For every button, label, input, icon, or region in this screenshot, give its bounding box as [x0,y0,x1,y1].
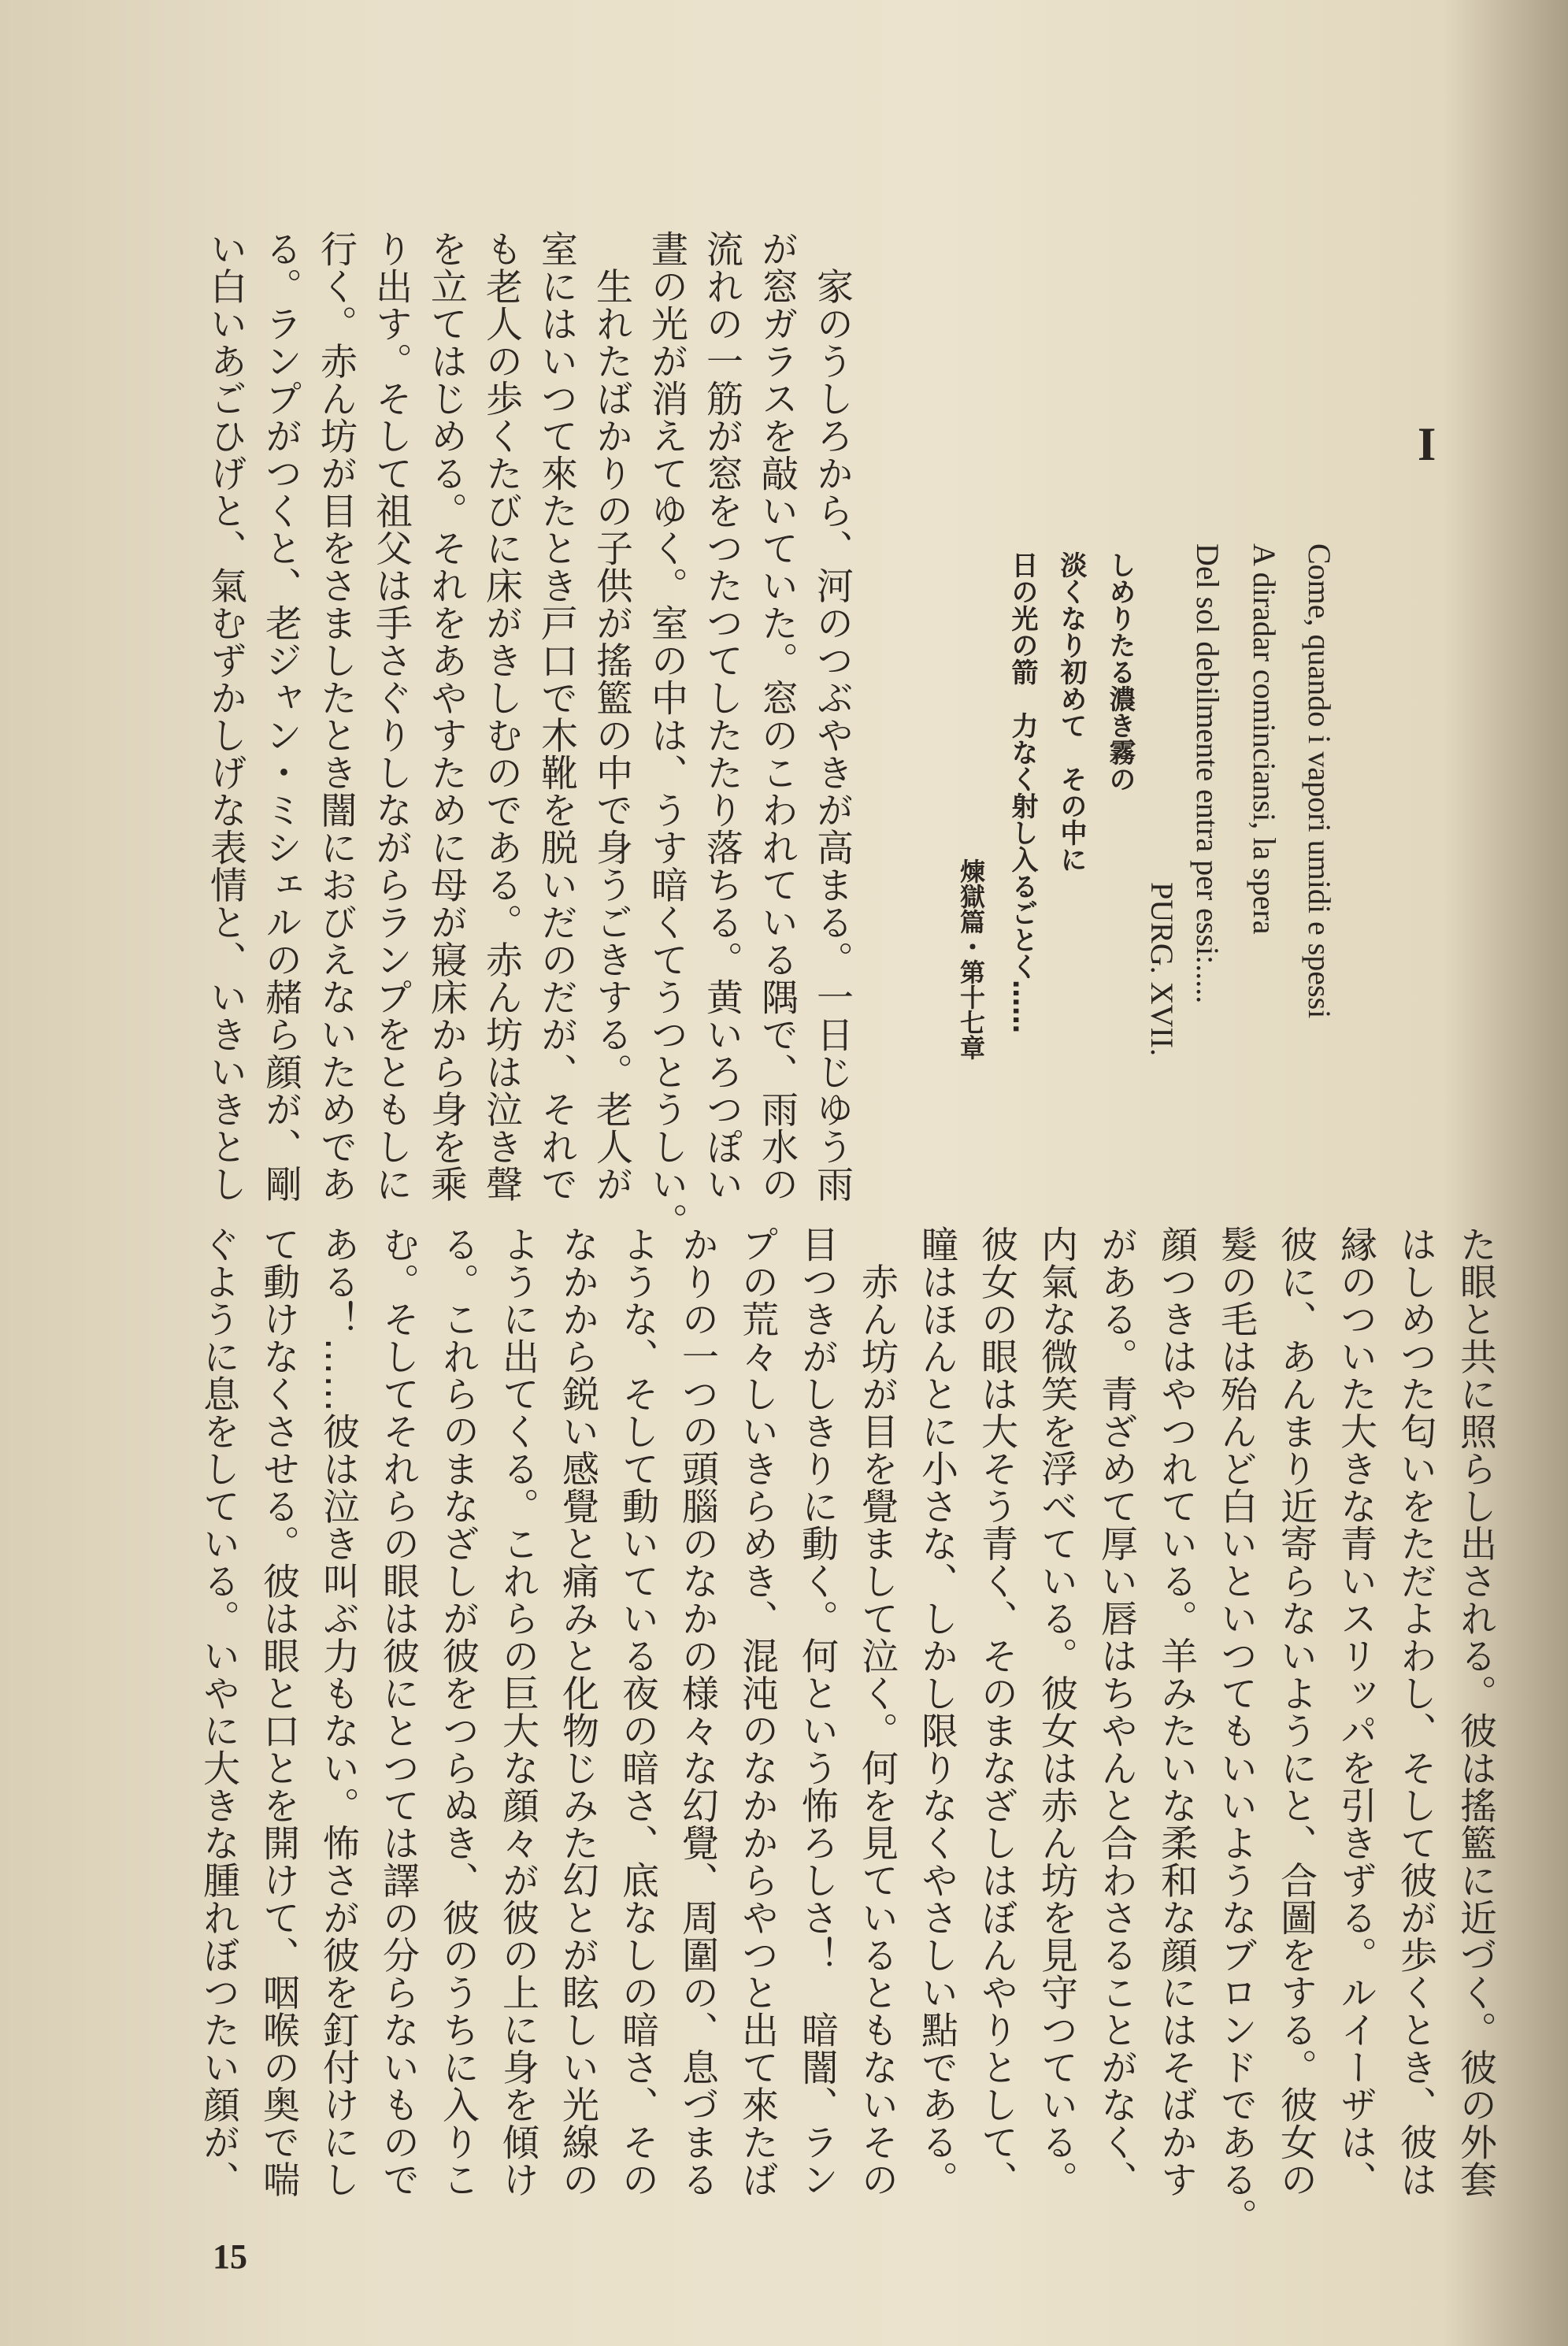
text-column: 顔つきはやつれている。羊みたいな柔和な顔にはそばかす [1155,1225,1198,2198]
epigraph-japanese-line: 日の光の箭 力なく射し入るごとく…… [1006,551,1038,1033]
text-column: 内氣な微笑を浮べている。彼女は赤ん坊を見守つている。 [1035,1225,1078,2198]
text-column: 晝の光が消えてゆく。室の中は、うす暗くてうつとうしい。 [645,230,688,1240]
text-column: ように出てくる。これらの巨大な顔々が彼の上に身を傾け [496,1225,539,2198]
text-column: かりの一つの頭腦のなかの様々な幻覺、周圍の、息づまる [676,1225,719,2198]
text-column: も老人の歩くたびに床がきしむのである。赤ん坊は泣き聲 [480,230,523,1203]
text-column: た眼と共に照らし出される。彼は搖籃に近づく。彼の外套 [1454,1225,1497,2198]
body-text-top [198,230,859,1240]
epigraph-italian-line: Come, quando i vapori umidi e spessi [1302,543,1337,1019]
text-column: 家のうしろから、河のつぶやきが高まる。一日じゆう雨 [810,230,854,1203]
text-column: 目つきがしきりに動く。何という怖ろしさ！ 暗闇、ラン [795,1225,839,2198]
text-column: い白いあごひげと、氣むずかしげな表情と、いきいきとし [204,230,247,1203]
text-column: ような、そして動いている夜の暗さ、底なしの暗さ、その [616,1225,659,2198]
epigraph-japanese-source: 煉獄篇・第十七章 [956,858,986,1060]
text-column: プの荒々しいきらめき、混沌のなかからやつと出て來たば [736,1225,779,2198]
text-column: 生れたばかりの子供が搖籃の中で身うごきする。老人が [590,230,633,1203]
text-column: がある。青ざめて厚い唇はちやんと合わさることがなく、 [1095,1225,1138,2198]
text-column: 縁のついた大きな青いスリッパを引きずる。ルイーザは、 [1334,1225,1377,2198]
text-column: て動けなくさせる。彼は眼と口とを開けて、咽喉の奥で喘 [257,1225,300,2198]
text-column: る。これらのまなざしが彼をつらぬき、彼のうちに入りこ [436,1225,480,2198]
text-column: が窓ガラスを敲いていた。窓のこわれている隅で、雨水の [755,230,799,1203]
chapter-number: I [1418,418,1436,470]
epigraph-source: PURG. XVII. [1144,882,1180,1057]
text-column: 室にはいつて來たとき戸口で木靴を脱いだのだが、それで [535,230,578,1203]
text-column: 髮の毛は殆んど白いといつてもいいようなブロンドである。 [1214,1225,1258,2236]
text-column: 瞳はほんとに小さな、しかし限りなくやさしい點である。 [915,1225,958,2198]
epigraph-italian-line: Del sol debilmente entra per essi:..... [1190,543,1225,1004]
epigraph-italian-line: A diradar cominciansi, la spera [1247,543,1282,935]
body-text-bottom [188,1225,1505,2236]
text-column: 彼に、あんまり近寄らないようにと、合圖をする。彼女の [1274,1225,1318,2198]
text-column: り出す。そして祖父は手さぐりしながらランプをともしに [369,230,413,1203]
text-column: を立てはじめる。それをあやすために母が寢床から身を乘 [424,230,468,1203]
text-column: 彼女の眼は大そう青く、そのまなざしはぼんやりとして、 [975,1225,1018,2198]
text-column: 行く。赤ん坊が目をさましたとき闇におびえないためであ [314,230,358,1203]
text-column: ぐように息をしている。いやに大きな腫れぼつたい顔が、 [197,1225,240,2198]
epigraph-japanese-line: 淡くなり初めて その中に [1055,551,1087,873]
text-column: 流れの一筋が窓をつたつてしたたり落ちる。黄いろつぽい [700,230,743,1203]
text-column: はしめつた匂いをただよわし、そして彼が歩くとき、彼は [1394,1225,1437,2198]
text-column: る。ランプがつくと、老ジャン・ミシェルの赭ら顔が、剛 [259,230,302,1203]
epigraph-japanese-line: しめりたる濃き霧の [1104,551,1136,792]
text-column: む。そしてそれらの眼は彼にとつては譯の分らないもので [376,1225,420,2198]
text-column: ある！……彼は泣き叫ぶ力もない。怖さが彼を釘付けにし [317,1225,360,2198]
page-number: 15 [213,2237,247,2276]
text-column: 赤ん坊が目を覺まして泣く。何を見ているともないその [855,1225,899,2198]
text-column: なかから鋭い感覺と痛みと化物じみた幻とが眩しい光線の [556,1225,599,2198]
